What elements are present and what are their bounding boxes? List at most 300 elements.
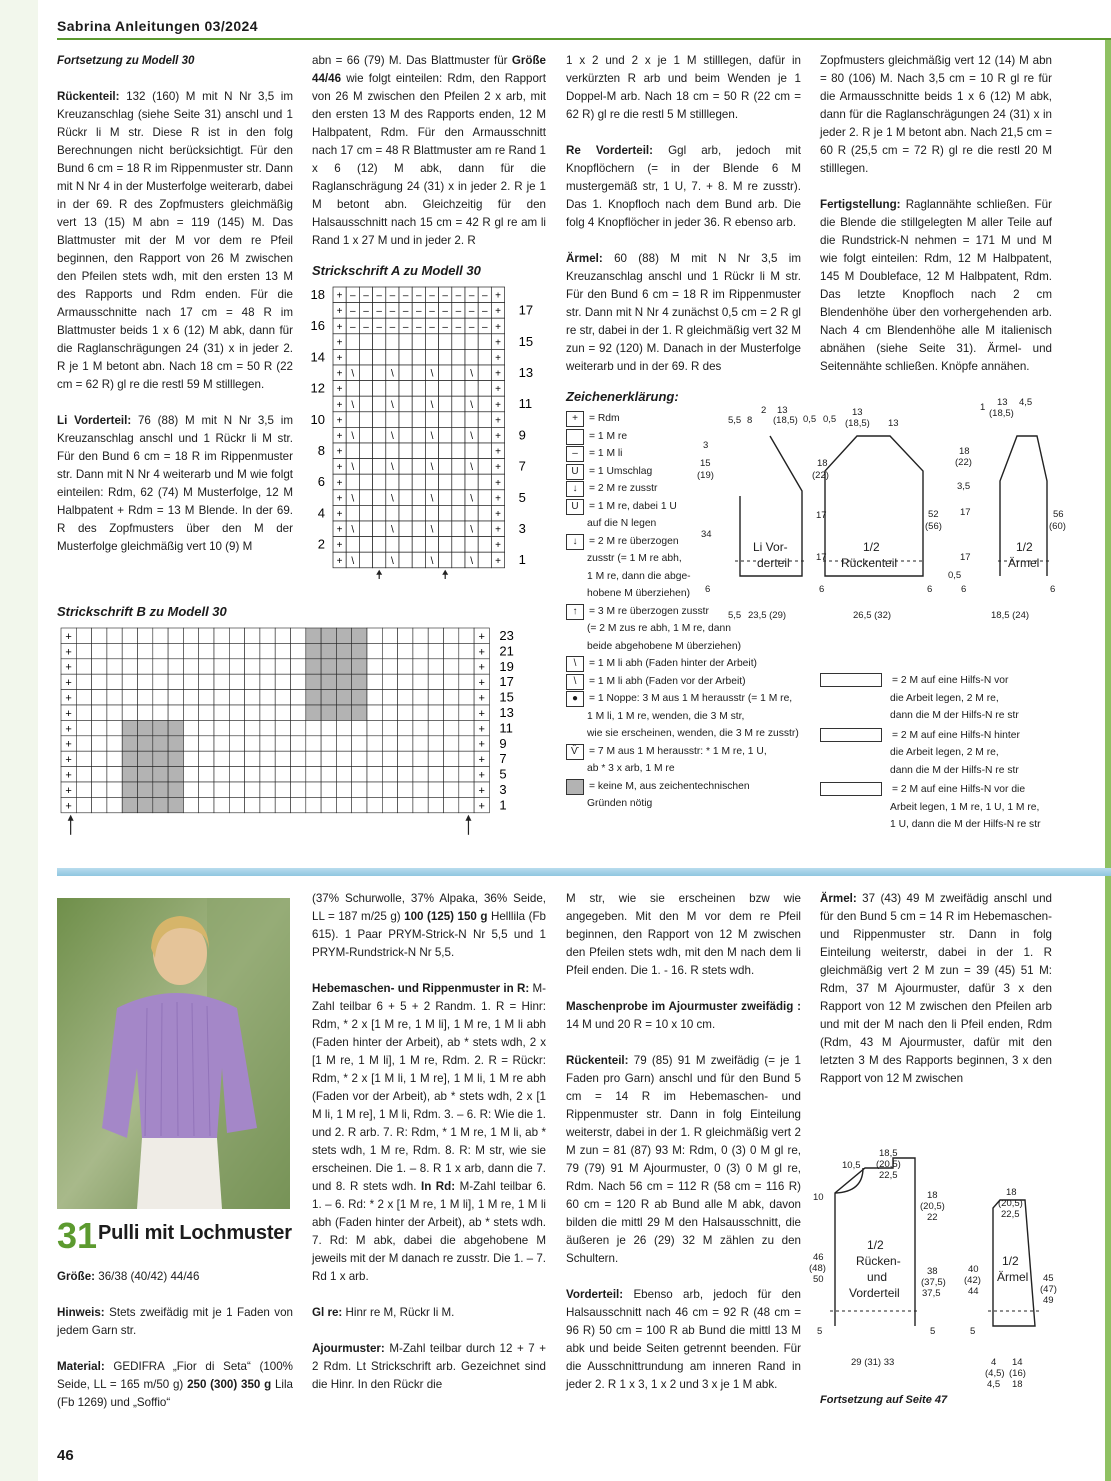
chart-b-cell bbox=[122, 628, 137, 643]
chart-a-cell bbox=[478, 459, 491, 475]
legend-symbol-icon: ↓ bbox=[566, 481, 584, 497]
chart-a-symbol: + bbox=[495, 368, 501, 380]
chart-a-cell bbox=[452, 552, 465, 568]
chart-b-cell bbox=[321, 720, 336, 735]
legend-symbol-icon bbox=[566, 779, 584, 795]
v-top-5: (18,5) bbox=[773, 415, 798, 426]
chart-a-cell bbox=[439, 334, 452, 350]
chart-a-cell bbox=[359, 552, 372, 568]
rueckenteil-text: 132 (160) M mit N Nr 3,5 im Kreuzanschlag (siehe Seite 31) anschl und 1 Rückr li M str. Diese R ist in den folg Berechnungen nicht berücksichtigt. Für den Bund 6 cm = 18 R im Rippenmuster str. Dann mit N Nr 4 in der Musterfolge weiterarb, dabei in der 69. R des Zopfmusters gleichmäßig vert 13 (15) M abn = 119 (145) M. Das Blattmuster mit der M vor dem re Pfeil beginnen, den Rapport von 26 M zwischen den Pfeilen stets wdh, mit den ersten 13 M des Rapports und Rdm enden. Für die Armausschnitte nach 17 cm = 48 R im Blattmuster beids 1 x 6 (12) M abk, dann für die Raglanschrägungen 24 (31) x in jeder 2. R je 1 M betont abn. Nach 18 cm = 50 R (22 cm = 62 R) gl re die restl 59 M stilllegen. bbox=[57, 90, 293, 391]
chart-b-cell bbox=[214, 736, 229, 751]
chart-a-cell bbox=[412, 334, 425, 350]
material-text1: GEDIFRA „Fior di Seta“ (100% Seide, LL = 165 m/50 g) bbox=[57, 1360, 293, 1391]
legend-symbol-icon: ● bbox=[566, 691, 584, 707]
chart-b-cell bbox=[352, 643, 367, 658]
chart-b-symbol: + bbox=[478, 769, 485, 782]
chart-b-cell bbox=[459, 705, 474, 720]
s31-a-right-1: 45 bbox=[1043, 1273, 1054, 1284]
col3-text-a: 1 x 2 und 2 x je 1 M stilllegen, dafür in verkürzten R arb und beim Wenden je 1 Doppel-M arb. Nach 18 cm = 50 R (22 cm = 62 R) gl re die restl 5 M stilllegen. bbox=[566, 54, 801, 121]
legend-text: = 2 M re zusstr bbox=[589, 483, 658, 494]
chart-a-cell bbox=[359, 474, 372, 490]
chart-b-cell bbox=[321, 628, 336, 643]
legend-subtext: ab * 3 x arb, 1 M re bbox=[587, 763, 675, 774]
chart-a-symbol: \ bbox=[430, 524, 434, 536]
ajour-text: M-Zahl teilbar durch 12 + 7 + 2 Rdm. Lt Strickschrift arb. Gezeichnet sind die Hinr. In den Rückr die bbox=[312, 1342, 546, 1391]
chart-b-cell bbox=[306, 736, 321, 751]
chart-b-cell bbox=[183, 797, 198, 812]
chart-b-cell bbox=[229, 736, 244, 751]
chart-b-cell bbox=[183, 767, 198, 782]
chart-b-cell bbox=[382, 705, 397, 720]
chart-a-symbol: + bbox=[336, 353, 343, 364]
chart-b-arrowhead bbox=[68, 815, 74, 821]
s31-a-bottom-6: 18 bbox=[1012, 1379, 1023, 1390]
legend-subtext: 1 M li, 1 M re, wenden, die 3 M str, bbox=[587, 710, 745, 722]
chart-b-cell bbox=[245, 643, 260, 658]
chart-b-cell bbox=[275, 720, 290, 735]
chart-b-cell bbox=[122, 659, 137, 674]
li-vorderteil-heading: Li Vorderteil: bbox=[57, 414, 132, 427]
chart-a-cell bbox=[386, 443, 399, 459]
chart-a-symbol: + bbox=[495, 555, 501, 567]
chart-b-symbol: + bbox=[478, 738, 485, 751]
rd-heading: In Rd: bbox=[420, 1180, 456, 1193]
chart-b-cell bbox=[336, 736, 351, 751]
a-top-1: 1 bbox=[980, 402, 986, 413]
chart-b-cell bbox=[107, 797, 122, 812]
chart-a-symbol: \ bbox=[430, 399, 434, 411]
chart-b-cell bbox=[168, 705, 183, 720]
chart-b-cell bbox=[413, 628, 428, 643]
chart-a-symbol: \ bbox=[470, 524, 473, 536]
s31-r-left-5: 5 bbox=[817, 1326, 823, 1337]
chart-a-row-label-right: 1 bbox=[518, 552, 526, 568]
s31-a-label-2: Ärmel bbox=[997, 1270, 1029, 1284]
chart-b-cell bbox=[138, 767, 153, 782]
chart-b-cell bbox=[352, 674, 367, 689]
chart-b-cell bbox=[291, 659, 306, 674]
a-left-7: 6 bbox=[961, 584, 967, 595]
legend-item bbox=[566, 743, 816, 761]
chart-b-row-label: 3 bbox=[499, 782, 507, 797]
chart-b-cell bbox=[398, 628, 413, 643]
chart-b-cell bbox=[229, 628, 244, 643]
chart-b-cell bbox=[183, 782, 198, 797]
v-left-1: 3 bbox=[703, 440, 709, 451]
chart-b-cell bbox=[107, 659, 122, 674]
chart-b-cell bbox=[76, 674, 91, 689]
chart-b-cell bbox=[138, 690, 153, 705]
chart-a-cell bbox=[412, 537, 425, 553]
legend-symbol-icon: U bbox=[566, 499, 584, 515]
chart-b-cell bbox=[199, 767, 214, 782]
chart-b-cell bbox=[245, 736, 260, 751]
chart-a-row-label-right: 17 bbox=[518, 302, 534, 318]
chart-b-symbol: + bbox=[478, 723, 485, 736]
chart-a-symbol: \ bbox=[391, 462, 394, 474]
chart-b-cell bbox=[153, 690, 168, 705]
legend-item bbox=[566, 690, 816, 708]
cable-legend-item bbox=[820, 672, 1052, 725]
chart-a-symbol: – bbox=[350, 290, 356, 302]
chart-b-cell bbox=[153, 628, 168, 643]
chart-b-cell bbox=[444, 705, 459, 720]
chart-a-row-label-left: 6 bbox=[317, 474, 325, 490]
chart-a-symbol: + bbox=[336, 446, 343, 458]
chart-a-cell bbox=[412, 412, 425, 428]
chart-a-title: Strickschrift A zu Modell 30 bbox=[312, 263, 481, 278]
chart-b-cell bbox=[398, 690, 413, 705]
chart-a-cell bbox=[346, 412, 359, 428]
legend-symbol-icon: – bbox=[566, 446, 584, 462]
chart-b-cell bbox=[382, 690, 397, 705]
chart-a-cell bbox=[359, 505, 372, 521]
chart-b-cell bbox=[398, 767, 413, 782]
chart-b-cell bbox=[336, 751, 351, 766]
chart-b-cell bbox=[352, 659, 367, 674]
s31-r-label-2: Rücken- bbox=[856, 1254, 901, 1268]
chart-b-cell bbox=[428, 705, 443, 720]
chart-b-cell bbox=[382, 782, 397, 797]
chart-b-cell bbox=[444, 659, 459, 674]
chart-b-cell bbox=[92, 782, 107, 797]
chart-b-cell bbox=[291, 643, 306, 658]
chart-a-cell bbox=[373, 365, 386, 381]
chart-a-symbol: + bbox=[336, 415, 343, 427]
glre-text: Hinr re M, Rückr li M. bbox=[345, 1306, 455, 1319]
chart-b-cell bbox=[428, 628, 443, 643]
legend-subtext: zusstr (= 1 M re abh, bbox=[587, 553, 682, 564]
chart-b-cell bbox=[153, 674, 168, 689]
cable-legend-line: dann die M der Hilfs-N re str bbox=[890, 710, 1019, 721]
a-right-2: (60) bbox=[1049, 521, 1066, 532]
chart-b-arrowhead bbox=[465, 815, 471, 821]
legend-text: = 7 M aus 1 M herausstr: * 1 M re, 1 U, bbox=[589, 745, 767, 757]
chart-b-cell bbox=[444, 767, 459, 782]
chart-b-cell bbox=[260, 628, 275, 643]
chart-a-cell bbox=[465, 474, 478, 490]
chart-b-cell bbox=[459, 674, 474, 689]
chart-b-cell bbox=[444, 643, 459, 658]
chart-b-cell bbox=[183, 628, 198, 643]
chart-a-row-label-right: 13 bbox=[518, 365, 534, 380]
chart-b-cell bbox=[382, 659, 397, 674]
a-right-1: 56 bbox=[1053, 509, 1064, 520]
chart-b-cell bbox=[229, 797, 244, 812]
chart-b-cell bbox=[76, 751, 91, 766]
chart-a-symbol: + bbox=[336, 477, 343, 489]
legend-symbol-icon: \ bbox=[566, 656, 584, 672]
chart-b-cell bbox=[367, 659, 382, 674]
legend-text: = 1 M li bbox=[589, 448, 623, 459]
header-rule bbox=[57, 38, 1111, 40]
legend-text: = 1 Umschlag bbox=[589, 465, 653, 477]
r-right-3: 6 bbox=[927, 584, 933, 595]
chart-b-cell bbox=[428, 736, 443, 751]
chart-b-row-label: 17 bbox=[499, 674, 514, 690]
chart-b-cell bbox=[122, 720, 137, 735]
s31-r-top-3: (20,5) bbox=[876, 1159, 901, 1170]
chart-b-cell bbox=[275, 751, 290, 766]
chart-b-row-label: 5 bbox=[499, 766, 507, 782]
chart-b-cell bbox=[291, 628, 306, 643]
r-right-2: (56) bbox=[925, 521, 942, 532]
chart-b-cell bbox=[352, 705, 367, 720]
chart-b-cell bbox=[168, 643, 183, 658]
ruecken31-heading: Rückenteil: bbox=[566, 1054, 629, 1067]
chart-a-cell bbox=[452, 412, 465, 428]
r-label-2: Rückenteil bbox=[841, 556, 898, 570]
chart-b-symbol: + bbox=[65, 630, 72, 643]
chart-a-symbol: – bbox=[442, 321, 448, 333]
chart-a-cell bbox=[373, 459, 386, 475]
chart-b-cell bbox=[321, 767, 336, 782]
chart-a-symbol: + bbox=[336, 555, 343, 567]
chart-a-cell bbox=[439, 505, 452, 521]
chart-b-cell bbox=[183, 736, 198, 751]
chart-b-symbol: + bbox=[65, 692, 72, 705]
chart-b-cell bbox=[92, 751, 107, 766]
chart-a-cell bbox=[399, 334, 412, 350]
chart-a-cell bbox=[452, 459, 465, 475]
chart-b-cell bbox=[306, 751, 321, 766]
chart-b-cell bbox=[76, 736, 91, 751]
chart-a-symbol: \ bbox=[430, 493, 434, 505]
chart-b-cell bbox=[245, 767, 260, 782]
s31-a-bottom-3: 4,5 bbox=[987, 1379, 1001, 1390]
cable-legend-line: = 2 M auf eine Hilfs-N hinter bbox=[820, 727, 1052, 745]
chart-b-cell bbox=[336, 659, 351, 674]
chart-b-cell bbox=[92, 767, 107, 782]
chart-b-cell bbox=[398, 659, 413, 674]
material-bold1: 250 (300) 350 g bbox=[187, 1378, 272, 1391]
chart-b-cell bbox=[275, 628, 290, 643]
chart-a-symbol: – bbox=[468, 290, 475, 302]
glre-heading: Gl re: bbox=[312, 1306, 343, 1319]
chart-a-cell bbox=[465, 334, 478, 350]
chart-b-cell bbox=[92, 736, 107, 751]
chart-b-cell bbox=[214, 628, 229, 643]
chart-a-symbol: + bbox=[495, 306, 501, 318]
chart-a-cell bbox=[373, 552, 386, 568]
chart-a-cell bbox=[373, 381, 386, 397]
legend-symbol-icon: ↓ bbox=[566, 534, 584, 550]
s31-r-left-4: 50 bbox=[813, 1274, 824, 1285]
chart-a-symbol: \ bbox=[470, 431, 473, 442]
chart-b-cell bbox=[92, 628, 107, 643]
chart-a-symbol: + bbox=[336, 321, 343, 333]
chart-a-cell bbox=[399, 365, 412, 381]
chart-b-cell bbox=[153, 736, 168, 751]
chart-b-cell bbox=[92, 797, 107, 812]
v-bottom-2: 23,5 (29) bbox=[748, 610, 787, 621]
chart-a-symbol: + bbox=[495, 431, 501, 442]
chart-b-cell bbox=[398, 751, 413, 766]
continuation-label: Fortsetzung zu Modell 30 bbox=[57, 55, 195, 67]
chart-b-cell bbox=[291, 690, 306, 705]
chart-a-symbol: – bbox=[468, 321, 475, 333]
legend-subtext: hobene M überziehen) bbox=[587, 588, 691, 599]
chart-a-symbol: + bbox=[336, 509, 343, 520]
chart-a-cell bbox=[399, 537, 412, 553]
section-separator bbox=[57, 868, 1111, 876]
r-top-4: (18,5) bbox=[845, 418, 870, 429]
chart-b-cell bbox=[336, 643, 351, 658]
chart-a-symbol: + bbox=[336, 368, 343, 380]
model-title: Pulli mit Lochmuster bbox=[98, 1222, 292, 1244]
chart-b-cell bbox=[413, 705, 428, 720]
chart-b-cell bbox=[138, 659, 153, 674]
chart-b-cells bbox=[61, 628, 489, 813]
re-vorderteil-heading: Re Vorderteil: bbox=[566, 144, 654, 157]
a-top-4: (18,5) bbox=[989, 408, 1014, 419]
chart-a-symbol: – bbox=[363, 306, 369, 318]
s31-a-label-1: 1/2 bbox=[1002, 1254, 1019, 1268]
chart-b-cell bbox=[138, 720, 153, 735]
chart-a-cell bbox=[452, 349, 465, 365]
chart-a-cell bbox=[478, 396, 491, 412]
chart-a-row-label-left: 2 bbox=[317, 536, 325, 552]
chart-b-cell bbox=[306, 767, 321, 782]
chart-a-cell bbox=[412, 552, 425, 568]
chart-b-cell bbox=[229, 674, 244, 689]
chart-a-symbol: + bbox=[495, 493, 501, 505]
legend-text: = 3 M re überzogen zusstr bbox=[589, 605, 709, 617]
chart-b-cell bbox=[122, 690, 137, 705]
chart-b-symbol: + bbox=[65, 661, 72, 674]
legend-symbol-icon: Ѷ bbox=[566, 744, 584, 760]
chart-b-cell bbox=[275, 705, 290, 720]
chart-b-cell bbox=[413, 674, 428, 689]
s31-a-left-3: 44 bbox=[968, 1286, 979, 1297]
chart-a-cell bbox=[452, 443, 465, 459]
chart-b-cell bbox=[229, 690, 244, 705]
chart-b-cell bbox=[321, 643, 336, 658]
chart-b-cell bbox=[367, 705, 382, 720]
chart-b-cell bbox=[336, 720, 351, 735]
chart-b-cell bbox=[444, 628, 459, 643]
chart-b-symbol: + bbox=[65, 784, 72, 797]
chart-b-cell bbox=[260, 705, 275, 720]
chart-a-cell bbox=[425, 412, 438, 428]
vorder31-heading: Vorderteil: bbox=[566, 1288, 624, 1301]
hebe-heading: Hebemaschen- und Rippenmuster in R: bbox=[312, 982, 530, 995]
chart-b-cell bbox=[199, 720, 214, 735]
s31-r-right-4: 38 bbox=[927, 1266, 938, 1277]
cable-symbol-icon bbox=[820, 782, 882, 796]
chart-b-cell bbox=[122, 674, 137, 689]
chart-a-row-label-right: 11 bbox=[518, 396, 533, 412]
s31-r-label-1: 1/2 bbox=[867, 1238, 884, 1252]
chart-a-symbol: \ bbox=[470, 555, 473, 567]
chart-a-symbol: \ bbox=[391, 493, 394, 505]
chart-b-row-label: 7 bbox=[499, 751, 507, 767]
chart-b-cell bbox=[214, 690, 229, 705]
c2-text1: (37% Schurwolle, 37% Alpaka, 36% Seide, LL = 187 m/25 g) bbox=[312, 892, 546, 923]
chart-b-cell bbox=[260, 720, 275, 735]
legend-subtext: auf die N legen bbox=[587, 518, 657, 529]
chart-a-symbol: – bbox=[376, 290, 382, 302]
chart-b-cell bbox=[352, 767, 367, 782]
chart-a-symbol: – bbox=[482, 321, 488, 333]
s31-a-top-3: 22,5 bbox=[1001, 1209, 1020, 1220]
chart-b-cell bbox=[306, 705, 321, 720]
chart-b-cell bbox=[229, 782, 244, 797]
chart-a-symbol: – bbox=[350, 306, 356, 318]
chart-b-cell bbox=[459, 690, 474, 705]
cable-legend-item bbox=[820, 781, 1052, 834]
chart-b-cell bbox=[260, 690, 275, 705]
chart-b-cell bbox=[153, 659, 168, 674]
chart-b-cell bbox=[367, 720, 382, 735]
chart-b-symbol: + bbox=[65, 677, 72, 690]
chart-a-cell bbox=[386, 474, 399, 490]
s31-a-top-1: 18 bbox=[1006, 1187, 1017, 1198]
chart-b-cell bbox=[260, 782, 275, 797]
chart-a-cell bbox=[373, 537, 386, 553]
chart-b-cell bbox=[275, 767, 290, 782]
chart-b-symbol: + bbox=[478, 630, 485, 643]
col3-bottom bbox=[566, 890, 801, 1394]
chart-a-symbol: \ bbox=[351, 493, 355, 505]
chart-b-cell bbox=[459, 720, 474, 735]
r-top-3: 13 bbox=[852, 407, 863, 418]
col1-top bbox=[57, 52, 293, 556]
chart-b-cell bbox=[398, 736, 413, 751]
chart-a-symbol: \ bbox=[430, 555, 434, 567]
chart-a-grid bbox=[305, 284, 555, 579]
chart-a-cell bbox=[439, 552, 452, 568]
chart-b-cell bbox=[138, 674, 153, 689]
material-heading: Material: bbox=[57, 1360, 105, 1373]
chart-a-symbol: – bbox=[416, 306, 422, 318]
chart-b-cell bbox=[260, 643, 275, 658]
chart-b-cell bbox=[183, 643, 198, 658]
chart-a-symbol: + bbox=[495, 384, 501, 396]
chart-b-cell bbox=[229, 720, 244, 735]
chart-a-cell bbox=[346, 349, 359, 365]
chart-b-cell bbox=[444, 674, 459, 689]
chart-a-cell bbox=[359, 459, 372, 475]
chart-b-cell bbox=[122, 782, 137, 797]
chart-b-cell bbox=[428, 782, 443, 797]
col2-text-a: abn = 66 (79) M. Das Blattmuster für bbox=[312, 54, 508, 67]
chart-a-symbol: + bbox=[336, 493, 343, 505]
chart-b-cell bbox=[382, 720, 397, 735]
chart-b-row-label: 19 bbox=[499, 658, 514, 674]
cable-legend-line: die Arbeit legen, 2 M re, bbox=[890, 692, 999, 704]
chart-a-cell bbox=[478, 412, 491, 428]
chart-b-cell bbox=[76, 767, 91, 782]
chart-b-cell bbox=[107, 767, 122, 782]
chart-b-cell bbox=[382, 643, 397, 658]
r-top-5: 13 bbox=[888, 418, 899, 429]
chart-b-cell bbox=[382, 751, 397, 766]
chart-a-symbol: – bbox=[442, 306, 448, 318]
legend-text: = 2 M re überzogen bbox=[589, 535, 679, 547]
s31-a-bottom-4: 14 bbox=[1012, 1357, 1023, 1368]
chart-b-cell bbox=[260, 797, 275, 812]
chart-a-cell bbox=[478, 443, 491, 459]
chart-a-cell bbox=[373, 427, 386, 443]
chart-b-cell bbox=[153, 720, 168, 735]
hinweis-heading: Hinweis: bbox=[57, 1306, 105, 1319]
chart-a-symbol: – bbox=[389, 290, 396, 302]
chart-b-cell bbox=[76, 690, 91, 705]
chart-a-cell bbox=[465, 412, 478, 428]
chart-b-cell bbox=[459, 643, 474, 658]
chart-a-symbol: \ bbox=[351, 399, 355, 411]
